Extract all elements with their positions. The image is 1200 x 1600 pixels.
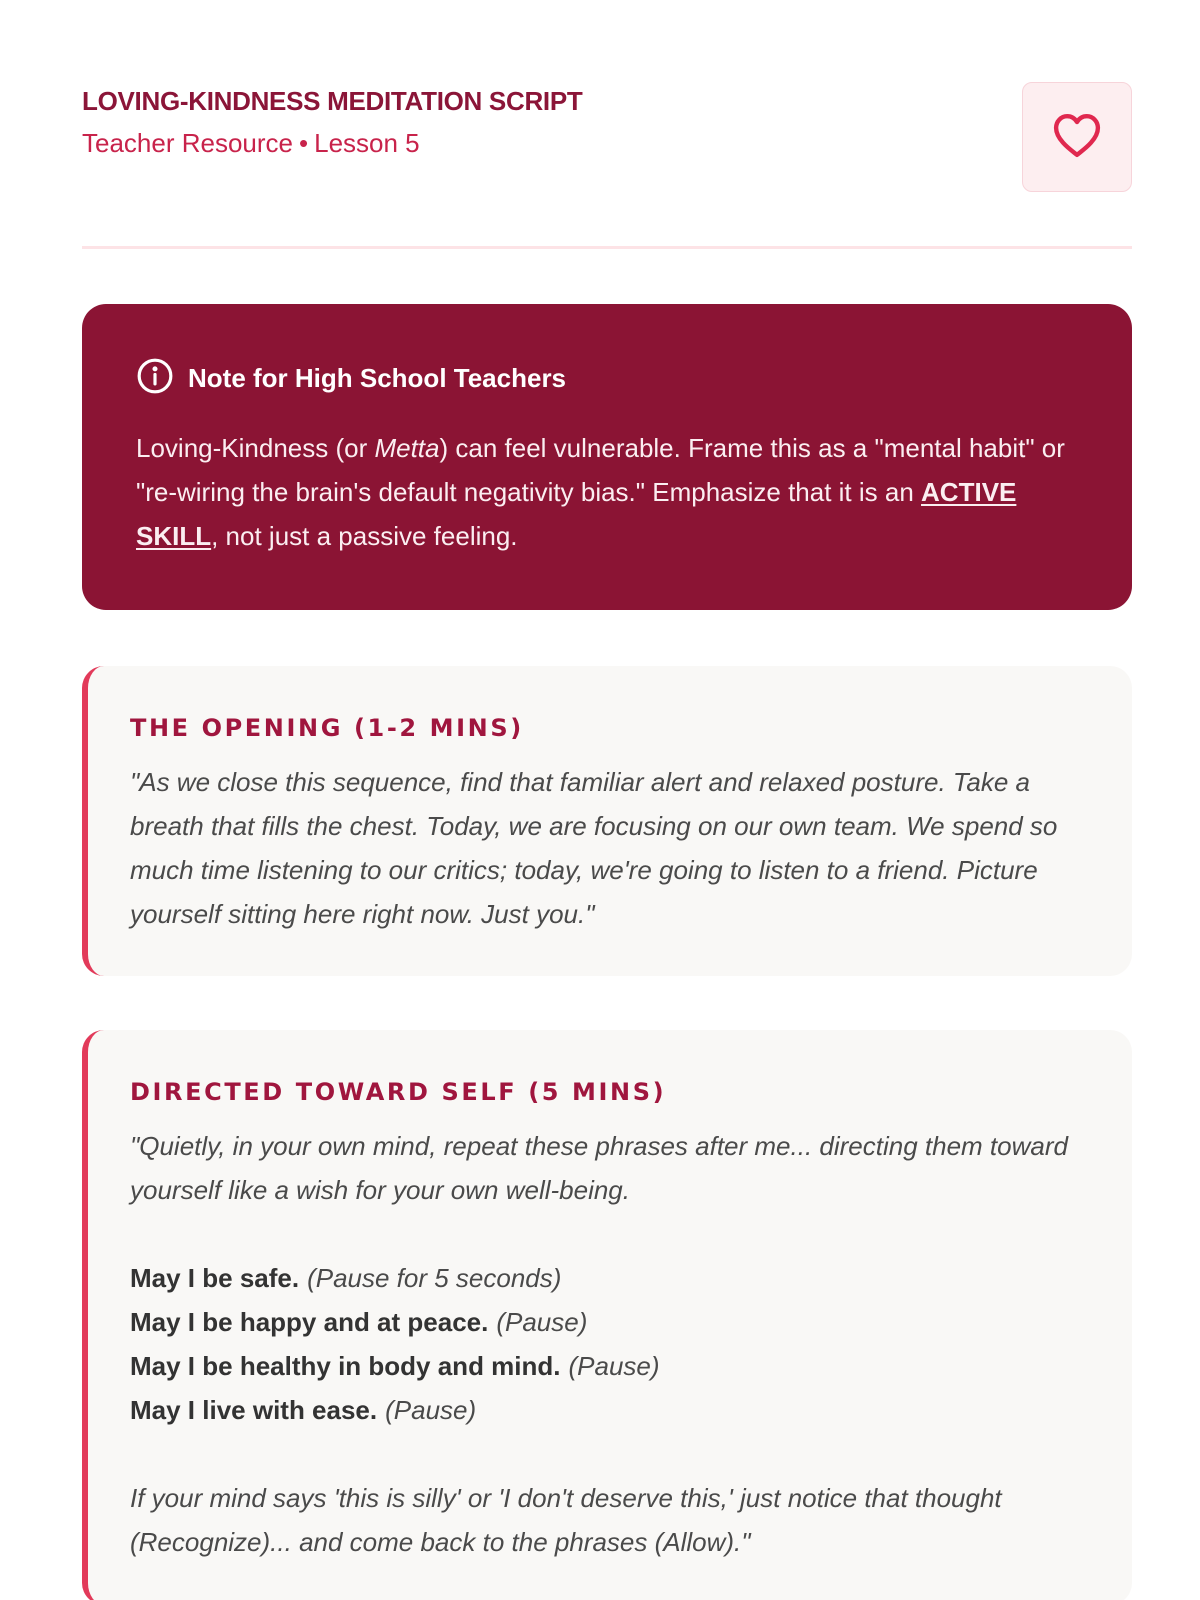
phrase-text: May I live with ease. bbox=[130, 1395, 378, 1425]
phrase-text: May I be healthy in body and mind. bbox=[130, 1351, 561, 1381]
note-text: Loving-Kindness (or bbox=[136, 433, 375, 463]
lesson-label: Lesson 5 bbox=[314, 128, 420, 158]
self-section bbox=[82, 1030, 1132, 1600]
phrase-pause: (Pause) bbox=[496, 1307, 588, 1337]
separator: • bbox=[299, 128, 309, 158]
opening-script: "As we close this sequence, find that familiar alert and relaxed posture. Take a breath that fills the chest. Today, we are focusing on our own team. We spend so much time listening to our critics; today, we're going to listen to a friend. Picture yourself sitting here right now. Just you." bbox=[130, 767, 1058, 929]
section-heading: DIRECTED TOWARD SELF (5 MINS) bbox=[130, 1078, 667, 1106]
page-header bbox=[82, 78, 1132, 192]
note-text: ) can feel vulnerable. Frame this as a "mental habit" or "re-wiring the brain's default negativity bias." Emphasize that it is an bbox=[136, 433, 1065, 507]
note-body bbox=[136, 426, 1078, 558]
heart-icon bbox=[1051, 112, 1103, 163]
phrase-text: May I be safe. bbox=[130, 1263, 300, 1293]
header-divider bbox=[82, 246, 1132, 249]
phrase-item bbox=[130, 1300, 1084, 1344]
self-closing: If your mind says 'this is silly' or 'I don't deserve this,' just notice that thought (Recognize)... and come back to the phrases (Allow)." bbox=[130, 1483, 1002, 1557]
page-subtitle bbox=[82, 128, 420, 159]
self-intro: "Quietly, in your own mind, repeat these phrases after me... directing them toward yourself like a wish for your own well-being. bbox=[130, 1131, 1068, 1205]
section-heading: THE OPENING (1-2 MINS) bbox=[130, 714, 524, 742]
phrase-pause: (Pause for 5 seconds) bbox=[307, 1263, 562, 1293]
phrase-pause: (Pause) bbox=[568, 1351, 660, 1381]
page-title: LOVING-KINDNESS MEDITATION SCRIPT bbox=[82, 86, 583, 116]
note-text: , not just a passive feeling. bbox=[211, 521, 518, 551]
phrase-item bbox=[130, 1256, 1084, 1300]
phrase-text: May I be happy and at peace. bbox=[130, 1307, 489, 1337]
note-header bbox=[136, 358, 1078, 398]
phrase-list bbox=[130, 1256, 1084, 1432]
note-title: Note for High School Teachers bbox=[188, 362, 567, 393]
phrase-pause: (Pause) bbox=[385, 1395, 477, 1425]
phrase-item bbox=[130, 1344, 1084, 1388]
info-icon bbox=[136, 357, 174, 400]
favorite-button[interactable] bbox=[1022, 82, 1132, 192]
teacher-note bbox=[82, 304, 1132, 610]
resource-label: Teacher Resource bbox=[82, 128, 293, 158]
metta-term: Metta bbox=[374, 433, 440, 463]
active-skill-emphasis: ACTIVE SKILL bbox=[136, 477, 1017, 551]
opening-section bbox=[82, 666, 1132, 976]
phrase-item bbox=[130, 1388, 1084, 1432]
